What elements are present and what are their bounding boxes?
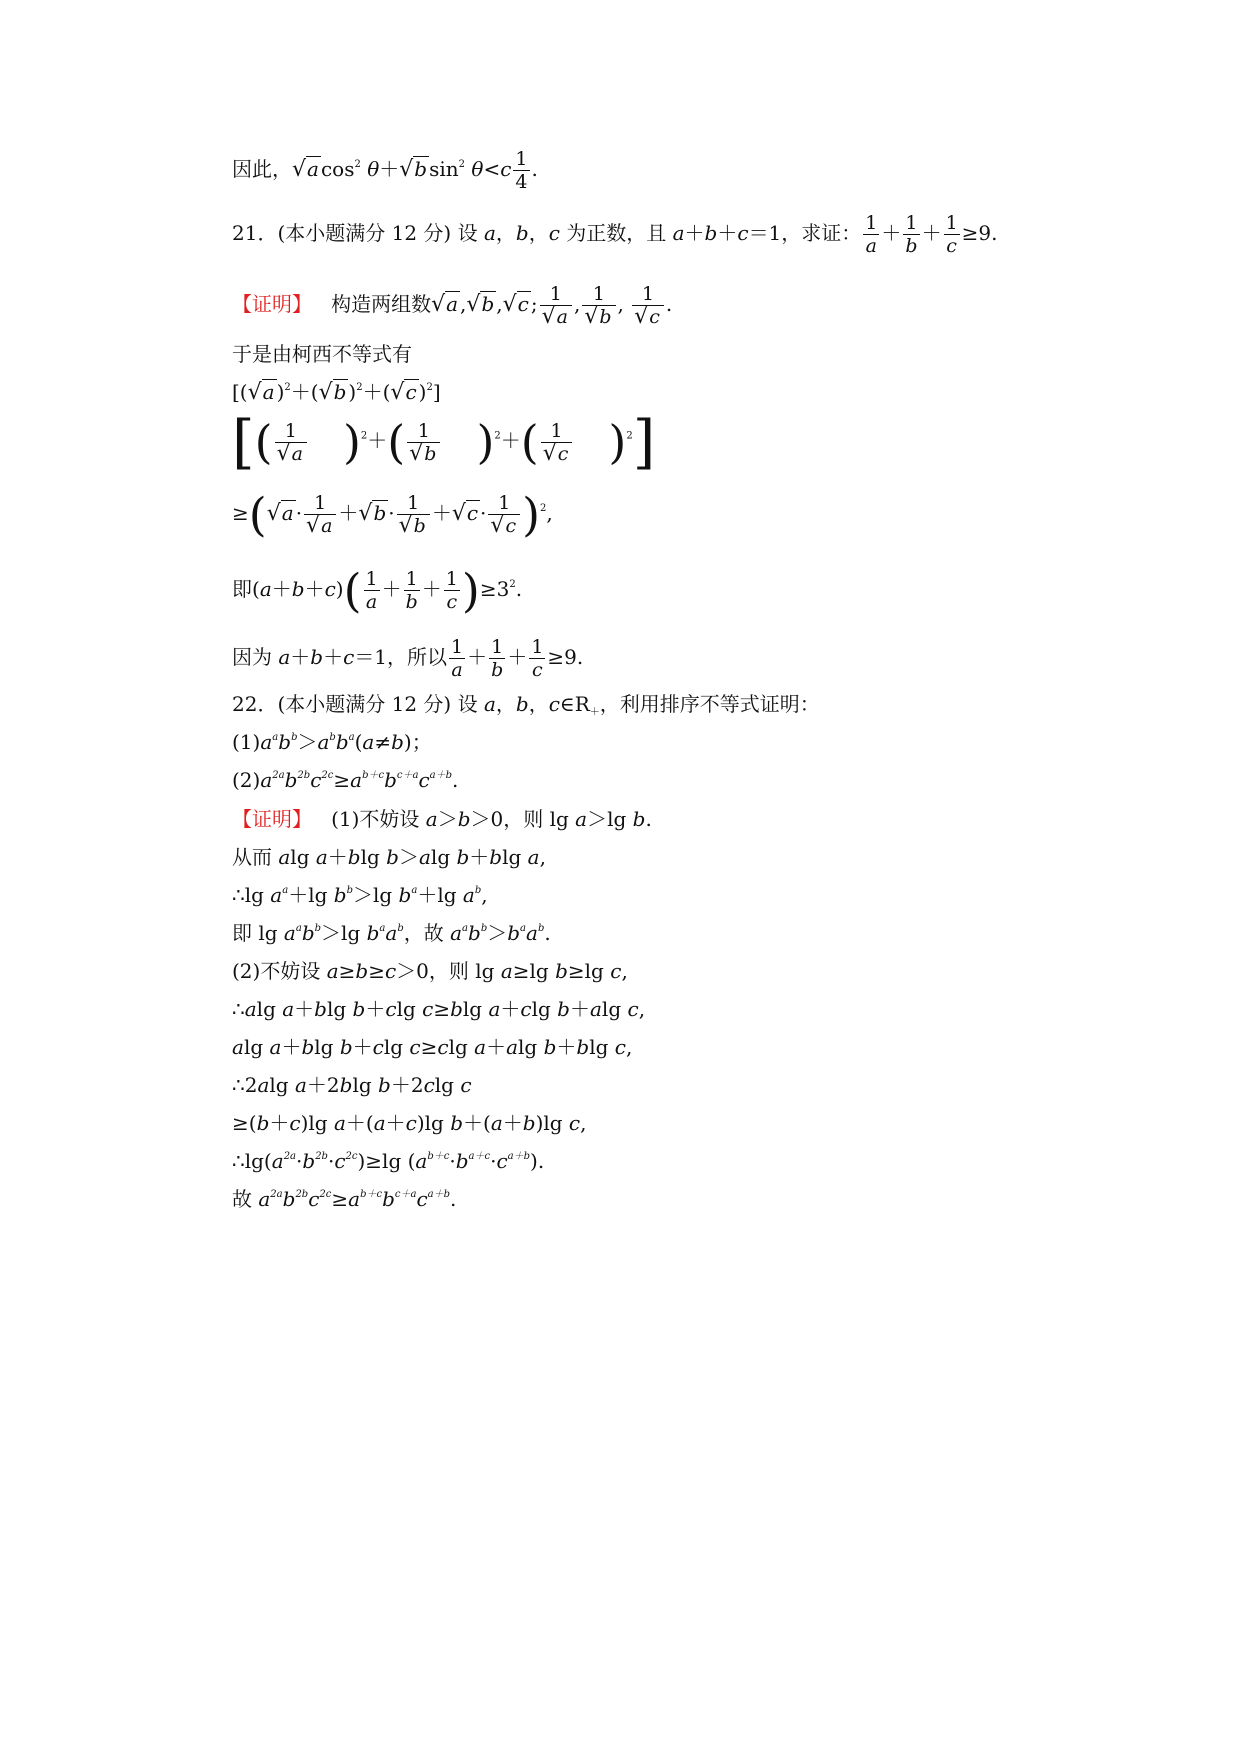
so-text: ，所以 [387,645,448,669]
proof22-line7: alg a＋blg b＋clg c≥clg a＋alg b＋blg c, [232,1035,633,1059]
p1-from: 从而 [232,845,279,869]
because-text: 因为 [232,645,279,669]
q22-part1: $(1)a^ab^b>a^bb^a(a\ne b)$； [232,730,432,754]
cauchy-left-factor: [(√a )$^2$＋(√b )$^2$＋(√c )$^2$] [232,380,441,405]
p1-step1: (1)不妨设 [331,807,426,831]
q21-heading: 21．(本小题满分 12 分) 设 [232,221,484,245]
proof22-line2: 从而 alg a＋blg b＞alg b＋blg a, [232,845,546,869]
proof22-line10: $\therefore\lg(a^{2a}\cdot b^{2b}\cdot c^{2c})\ge\lg$ $(a^{b+c}\cdot b^{a+c}\cdot c^{a+b})$. [232,1149,545,1173]
p1-gu: ，故 [403,921,451,945]
proof22-line1: 【证明】 (1)不妨设 a＞b＞0，则 lg a＞lg b. [232,807,652,831]
proof-label: 【证明】 [232,292,312,316]
cauchy-text: 于是由柯西不等式有 [232,342,412,366]
ie-text: 即 [232,577,252,601]
proof22-line9: ≥(b＋c)lg a＋(a＋c)lg b＋(a＋b)lg c, [232,1111,587,1135]
p2-then: ，则 [428,959,476,983]
proof22-line6: ∴alg a＋blg b＋clg c≥blg a＋clg b＋alg c, [232,997,646,1021]
proof22-line11: 故 $a^{2a}b^{2b}c^{2c}\ge a^{b+c}b^{c+a}c^{a+b}$. [232,1187,457,1211]
proof-construct-line: 【证明】 构造两组数√a ,√b ,√c ; $\frac{1}{√a}$ , $\frac{1}{√b}$ , $\frac{1}{√c}$ . [232,283,673,329]
proof22-line5: (2)不妨设 a≥b≥c＞0，则 lg a≥lg b≥lg c, [232,959,628,983]
ie-line: 即(a＋b＋c)( $\frac{1}{a}$ ＋ $\frac{1}{b}$ ＋ $\frac{1}{c}$ )$\ge 3^2$. [232,563,523,618]
proof22-line3: ∴lg $a^a+\lg$ $b^b>\lg$ $b^a+\lg$ $a^b$, [232,883,488,907]
q22-part2: $(2)a^{2a}b^{2b}c^{2c}\ge a^{b+c}b^{c+a}c^{a+b}$. [232,768,459,792]
q21-prove: ，求证： [781,221,862,245]
proof-label: 【证明】 [232,807,312,831]
therefore-symbol: ∴ [232,1073,245,1097]
proof22-line8: ∴2alg a＋2blg b＋2clg c [232,1073,472,1097]
q22-heading: 22．(本小题满分 12 分) 设 [232,692,484,716]
q22-tail: ，利用排序不等式证明： [599,692,820,716]
therefore-symbol: ∴ [232,1149,245,1173]
because-line: 因为 a＋b＋c＝1，所以 $\frac{1}{a}$ ＋ $\frac{1}{b}$ ＋ $\frac{1}{c}$ ≥9. [232,636,584,681]
p1-then: ，则 [503,807,550,831]
question-21: 21．(本小题满分 12 分) 设 a，b，c 为正数，且 a＋b＋c＝1，求证： $\frac{1}{a}$ ＋ $\frac{1}{b}$ ＋ $\frac{1}{c}$ ≥9. [232,212,998,257]
p2-gu: 故 [232,1187,259,1211]
question-22: 22．(本小题满分 12 分) 设 a，b，$c\in R_+$，利用排序不等式证明： [232,692,820,718]
q21-condition: 为正数，且 [559,221,673,245]
proof22-line4: 即 $\lg a^ab^b>\lg$ $b^aa^b$，故 $a^ab^b>b^aa^b$. [232,921,551,945]
therefore-symbol: ∴ [232,997,245,1021]
cauchy-result: ≥(√a · $\frac{1}{√a}$ ＋√b · $\frac{1}{√b}$ ＋√c · $\frac{1}{√c}$ )$^2$, [232,487,553,542]
therefore-symbol: ∴ [232,883,245,907]
conclusion-line-q20: 因此，√a $\cos^2 \theta+√b$ $\sin^2 \theta<c$ $\frac{1}{4}$ . [232,148,538,193]
part2-label: (2) [232,768,261,792]
construct-text: 构造两组数 [331,292,432,316]
text-thus: 因此， [232,157,292,181]
part1-label: (1) [232,730,261,754]
p1-ie: 即 [232,921,259,945]
p2-step1: (2)不妨设 [232,959,327,983]
cauchy-right-factor: [( $\frac{1}{√a}$ )$^2$＋( $\frac{1}{√b}$ )$^2$＋( $\frac{1}{√c}$ )$^2$] [232,408,656,476]
